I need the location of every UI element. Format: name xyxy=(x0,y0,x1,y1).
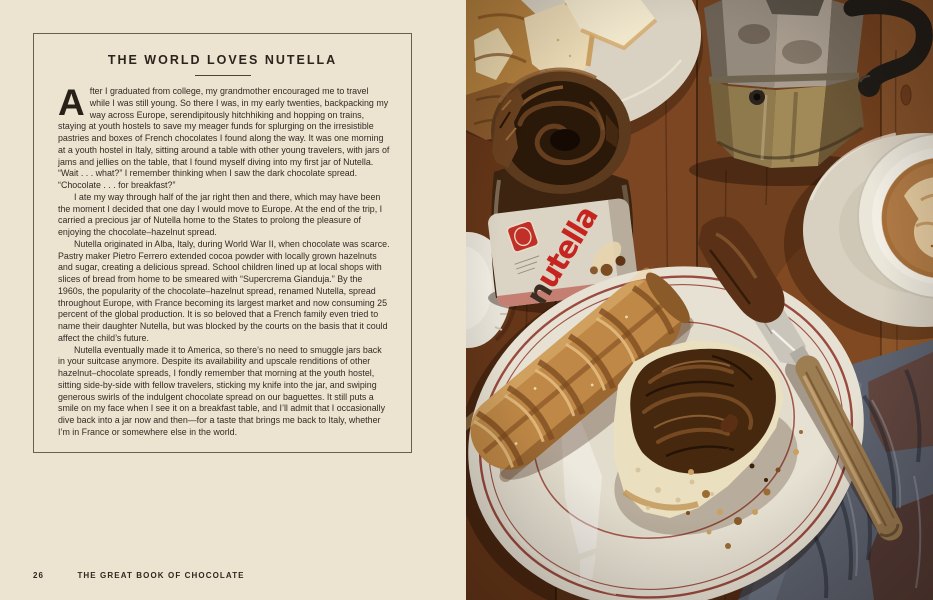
page-number: 26 xyxy=(33,571,45,580)
chapter-box xyxy=(33,33,412,453)
paragraph-4: Nutella eventually made it to America, so there’s no need to smuggle jars back in your suitcase anymore. Despite its availability and upscale renditions of other hazelnut–chocolate spreads, I fondly remember that morning at the youth hostel, sitting side-by-side with fellow travelers, sticking my knife into the jar, and swiping generous swirls of the indulgent chocolate spread on our baguettes. It still puts a smile on my face when I see it on a breakfast table, and I’ll admit that I occasionally dive back into a jar now and then—for a taste that brings me back to Italy, whether I’m in France or somewhere else in the world. xyxy=(58,344,386,437)
paragraph-2: I ate my way through half of the jar right then and there, which may have been the moment I decided that one day I would move to Europe. At the end of the trip, I carried a precious jar of Nutella home to the States to prolong the pleasure of enjoying the chocolate–hazelnut spread. xyxy=(58,191,383,237)
title-rule xyxy=(195,75,251,76)
photo-page xyxy=(466,0,933,600)
text-page xyxy=(0,0,466,600)
chapter-title: THE WORLD LOVES NUTELLA xyxy=(107,53,338,67)
paragraph-1 xyxy=(58,82,390,192)
breakfast-photo xyxy=(466,0,933,600)
photo-vignette xyxy=(466,0,933,600)
page-footer xyxy=(33,571,245,580)
paragraph-1-text: fter I graduated from college, my grandmother encouraged me to travel while I was still young. So there I was, in my early twenties, backpacking my way across Europe, serendipitously hitchhiking and hopping on trains, staying at youth hostels to save my meager funds for splurging on the irresistible pastries and boxes of French chocolates I found along the way. It was one morning at a youth hostel in Italy, sitting around a table with other young travelers, with jars of jams and jellies on the table, that I found myself diving into my first jar of Nutella. “Wait . . . what?” I remember thinking when I saw the dark chocolate spread. “Chocolate . . . for breakfast?” xyxy=(58,86,390,190)
paragraph-3: Nutella originated in Alba, Italy, during World War II, when chocolate was scarce. Pastry maker Pietro Ferrero extended cocoa powder with locally grown hazelnuts and sugar, creating a delicious spread. School children lined up at local shops with slices of bread from home to be smeared with “Supercrema Gianduja.” By the 1960s, the popularity of the chocolate–hazelnut spread, renamed Nutella, spread throughout Europe, with France becoming its largest market and now consuming 25 percent of the global production. It is so beloved that a French family even tried to name their daughter Nutella, but was blocked by the courts on the basis that it could affect the child’s future. xyxy=(58,238,390,343)
running-title: THE GREAT BOOK OF CHOCOLATE xyxy=(77,571,245,580)
dropcap: A xyxy=(58,82,85,123)
chapter-text xyxy=(58,82,390,439)
